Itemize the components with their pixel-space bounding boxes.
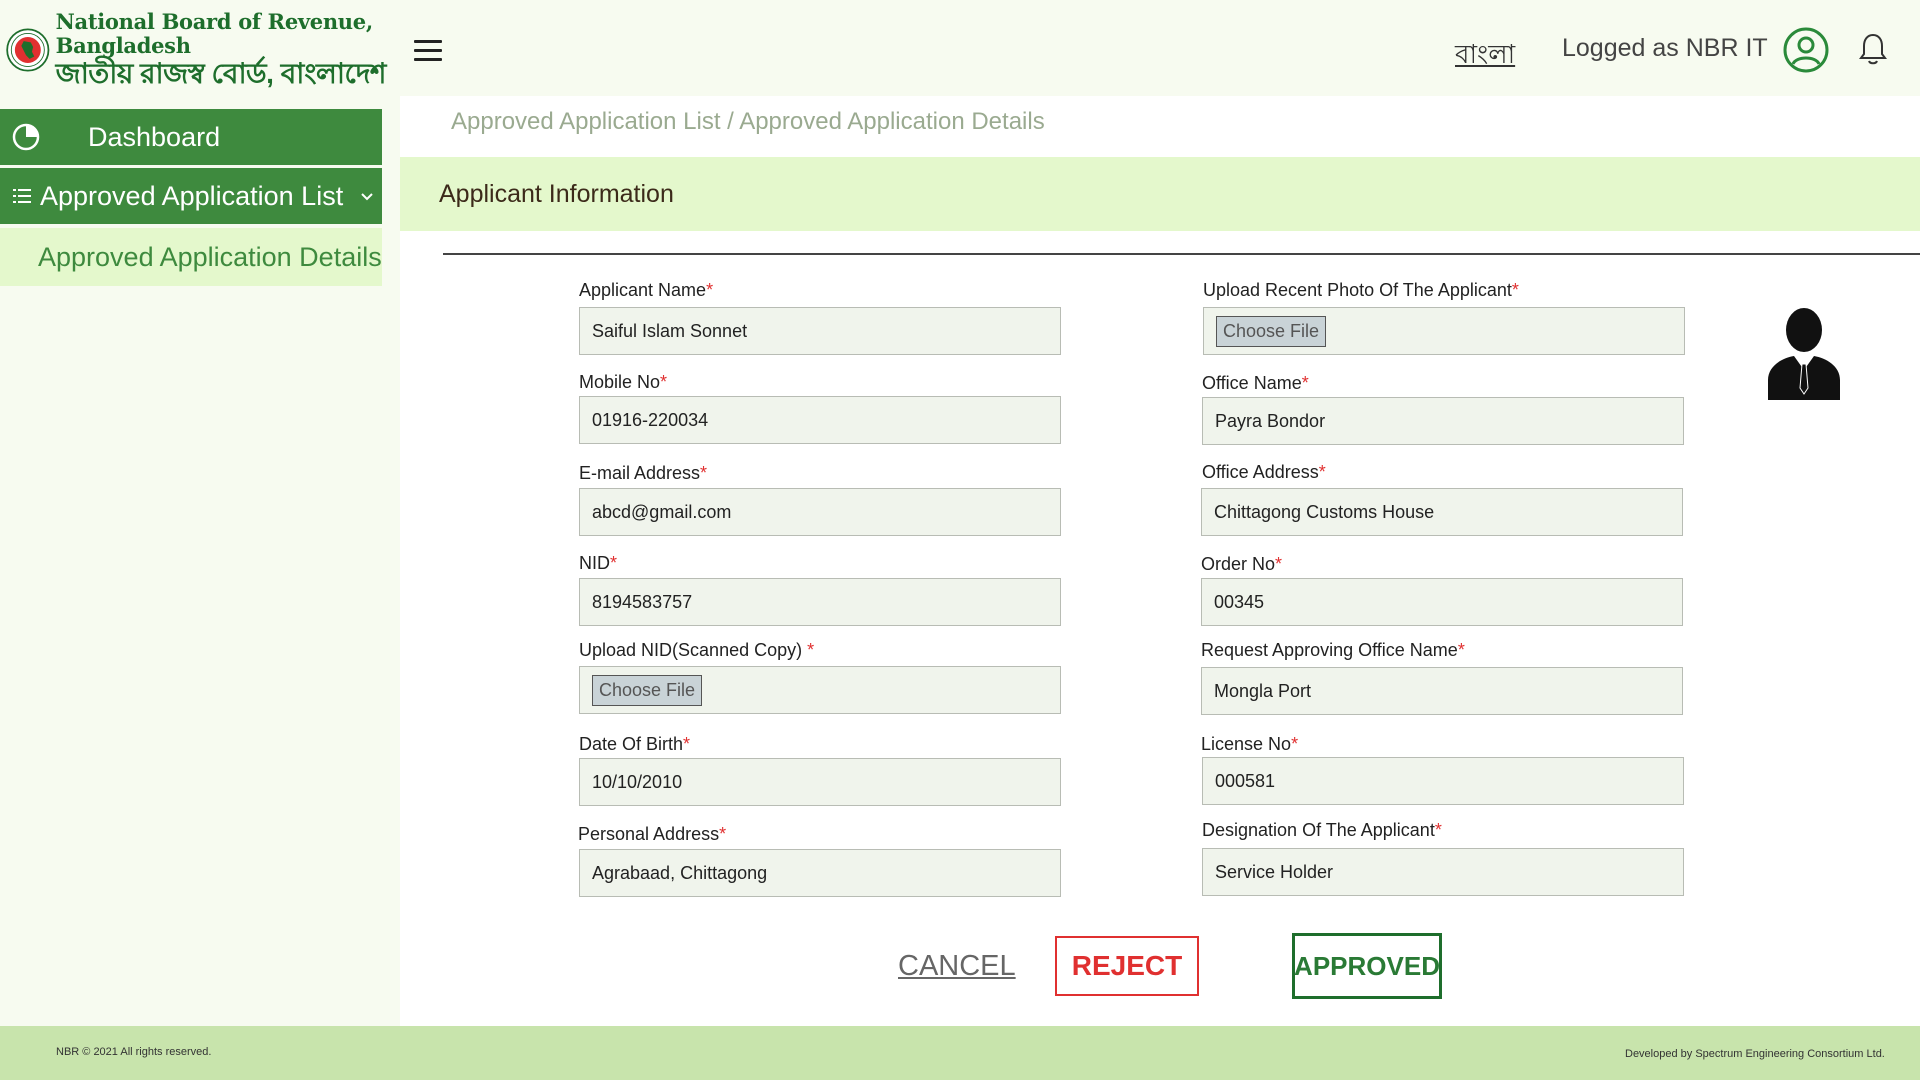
nbr-logo[interactable] xyxy=(0,8,386,92)
footer-developer-credit: Developed by Spectrum Engineering Consortium Ltd. xyxy=(1625,1048,1885,1060)
approved-button[interactable]: APPROVED xyxy=(1292,933,1442,999)
cancel-button[interactable]: CANCEL xyxy=(898,950,1016,982)
upload-nid-label: Upload NID(Scanned Copy) * xyxy=(579,640,815,660)
list-icon xyxy=(12,186,32,206)
sidebar-item-label: Approved Application Details xyxy=(38,241,382,272)
sidebar-item-approved-application-details[interactable] xyxy=(0,228,382,286)
sidebar-item-label: Approved Application List xyxy=(40,180,344,211)
section-divider xyxy=(443,253,1920,255)
mobile-no-field[interactable]: 01916-220034 xyxy=(579,396,1061,444)
hamburger-menu-icon[interactable] xyxy=(414,40,442,64)
sidebar-item-label: Dashboard xyxy=(88,121,221,152)
office-name-field[interactable]: Payra Bondor xyxy=(1202,397,1684,445)
pie-chart-icon xyxy=(12,123,40,151)
date-of-birth-field[interactable]: 10/10/2010 xyxy=(579,758,1061,806)
reject-button[interactable]: REJECT xyxy=(1055,936,1199,996)
language-toggle-link[interactable]: বাংলা xyxy=(1455,39,1516,69)
office-address-field[interactable]: Chittagong Customs House xyxy=(1201,488,1683,536)
chevron-down-icon xyxy=(359,188,375,204)
applicant-avatar-icon xyxy=(1764,302,1844,402)
upload-photo-label: Upload Recent Photo Of The Applicant* xyxy=(1203,280,1519,300)
email-address-label: E-mail Address* xyxy=(579,463,708,483)
order-no-label: Order No* xyxy=(1201,554,1283,574)
upload-nid-choose-file-button[interactable]: Choose File xyxy=(592,675,702,706)
sidebar xyxy=(0,106,382,1024)
order-no-field[interactable]: 00345 xyxy=(1201,578,1683,626)
applicant-name-label: Applicant Name* xyxy=(579,280,714,300)
designation-field[interactable]: Service Holder xyxy=(1202,848,1684,896)
bell-icon[interactable] xyxy=(1858,32,1888,66)
mobile-no-label: Mobile No* xyxy=(579,372,668,392)
nbr-seal-icon xyxy=(6,13,50,87)
personal-address-field[interactable]: Agrabaad, Chittagong xyxy=(579,849,1061,897)
sidebar-item-approved-application-list[interactable] xyxy=(0,168,382,224)
request-approving-office-label: Request Approving Office Name* xyxy=(1201,640,1465,660)
nid-label: NID* xyxy=(579,553,618,573)
nid-field[interactable]: 8194583757 xyxy=(579,578,1061,626)
office-name-label: Office Name* xyxy=(1202,373,1309,393)
email-address-field[interactable]: abcd@gmail.com xyxy=(579,488,1061,536)
upload-nid-field xyxy=(579,666,1061,714)
applicant-name-field[interactable]: Saiful Islam Sonnet xyxy=(579,307,1061,355)
breadcrumb[interactable]: Approved Application List / Approved Application Details xyxy=(451,108,1045,135)
personal-address-label: Personal Address* xyxy=(578,824,727,844)
footer-copyright: NBR © 2021 All rights reserved. xyxy=(56,1046,212,1058)
office-address-label: Office Address* xyxy=(1202,462,1326,482)
date-of-birth-label: Date Of Birth* xyxy=(579,734,691,754)
sidebar-item-dashboard[interactable] xyxy=(0,109,382,165)
upload-photo-choose-file-button[interactable]: Choose File xyxy=(1216,316,1326,347)
logo-text-bangla: জাতীয় রাজস্ব বোর্ড, বাংলাদেশ xyxy=(55,58,386,90)
upload-photo-field xyxy=(1203,307,1685,355)
designation-label: Designation Of The Applicant* xyxy=(1202,820,1442,840)
section-title: Applicant Information xyxy=(439,180,674,208)
user-circle-icon[interactable] xyxy=(1782,26,1830,74)
license-no-field[interactable]: 000581 xyxy=(1202,757,1684,805)
logo-text-english: National Board of Revenue, Bangladesh xyxy=(55,8,373,58)
logged-in-user-text: Logged as NBR IT xyxy=(1562,34,1768,62)
request-approving-office-field[interactable]: Mongla Port xyxy=(1201,667,1683,715)
license-no-label: License No* xyxy=(1201,734,1299,754)
